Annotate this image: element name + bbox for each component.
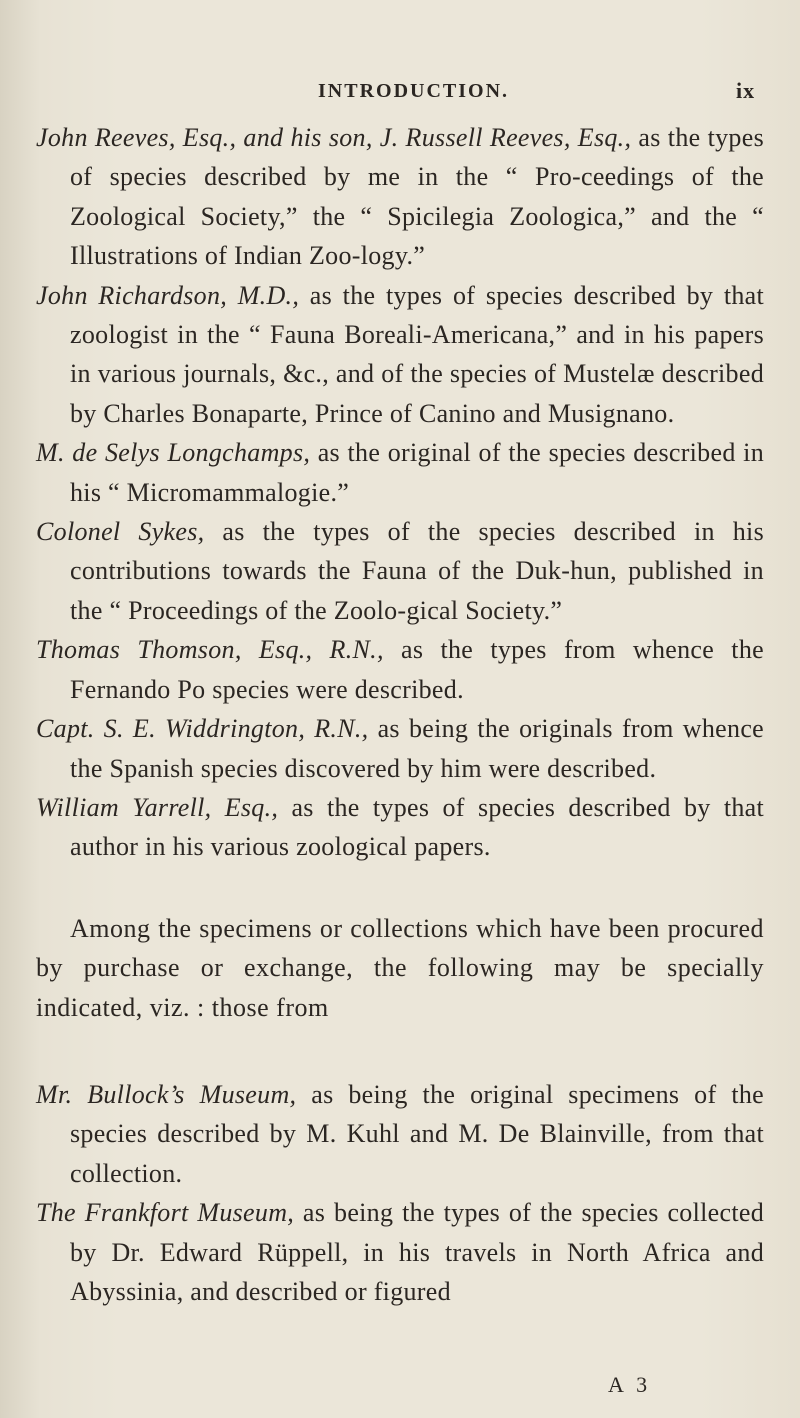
list-item — [36, 512, 764, 630]
body-paragraph: Among the specimens or collections which have been procured by purchase or exchange, the following may be specially indicated, viz. : those from — [36, 913, 764, 1022]
entry-name: Thomas Thomson, Esq., R.N., — [36, 635, 384, 665]
entry-name: The Frankfort Museum, — [36, 1198, 295, 1228]
list-item — [36, 433, 764, 512]
entry-name: Mr. Bullock’s Museum, — [36, 1079, 297, 1109]
entry-text: as being the originals from whence the Spanish species discovered by him were described. — [70, 714, 764, 783]
list-item — [36, 118, 764, 276]
entry-name: Capt. S. E. Widdrington, R.N., — [36, 714, 369, 744]
entry-text: as the types of species described by that zoologist in the “ Fauna Boreali-Americana,” and in his papers in various journals, &c., and of the species of Mustelæ described by Charles Bonaparte, Prince of Canino and Musignano. — [70, 280, 765, 428]
entry-text: as the types of species described by me in the “ Pro-ceedings of the Zoological Society,” the “ Spicilegia Zoologica,” and the “ Illustrations of Indian Zoo-logy.” — [70, 123, 764, 271]
list-item — [36, 276, 764, 434]
list-item — [36, 709, 764, 788]
list-item — [36, 1075, 764, 1193]
list-item — [36, 1193, 764, 1311]
list-item — [36, 630, 764, 709]
signature-mark: A 3 — [608, 1372, 652, 1397]
entry-name: John Richardson, M.D., — [36, 280, 300, 310]
entry-text: as the types of species described by that author in his various zoological papers. — [70, 792, 765, 862]
entry-name: William Yarrell, Esq., — [36, 792, 279, 822]
entry-name: M. de Selys Longchamps, — [36, 438, 311, 468]
page-header — [0, 78, 800, 108]
page-body — [36, 118, 764, 1311]
entry-text: as the types from whence the Fernando Po species were described. — [70, 635, 764, 704]
entry-text: as the types of the species described in his contributions towards the Fauna of the Duk-hun, published in the “ Proceedings of the Zoolo-gical Society.” — [70, 517, 764, 625]
entry-text: as the original of the species described in his “ Micromammalogie.” — [70, 438, 764, 507]
running-head: INTRODUCTION. — [318, 80, 510, 102]
entry-text: as being the types of the species collected by Dr. Edward Rüppell, in his travels in North Africa and Abyssinia, and described or figured — [70, 1198, 764, 1306]
entry-name: Colonel Sykes, — [36, 517, 205, 547]
entry-name: John Reeves, Esq., and his son, J. Russell Reeves, Esq., — [36, 123, 632, 152]
entry-text: as being the original specimens of the species described by M. Kuhl and M. De Blainville, from that collection. — [70, 1079, 765, 1188]
page-number: ix — [736, 78, 756, 103]
list-item — [36, 788, 764, 867]
